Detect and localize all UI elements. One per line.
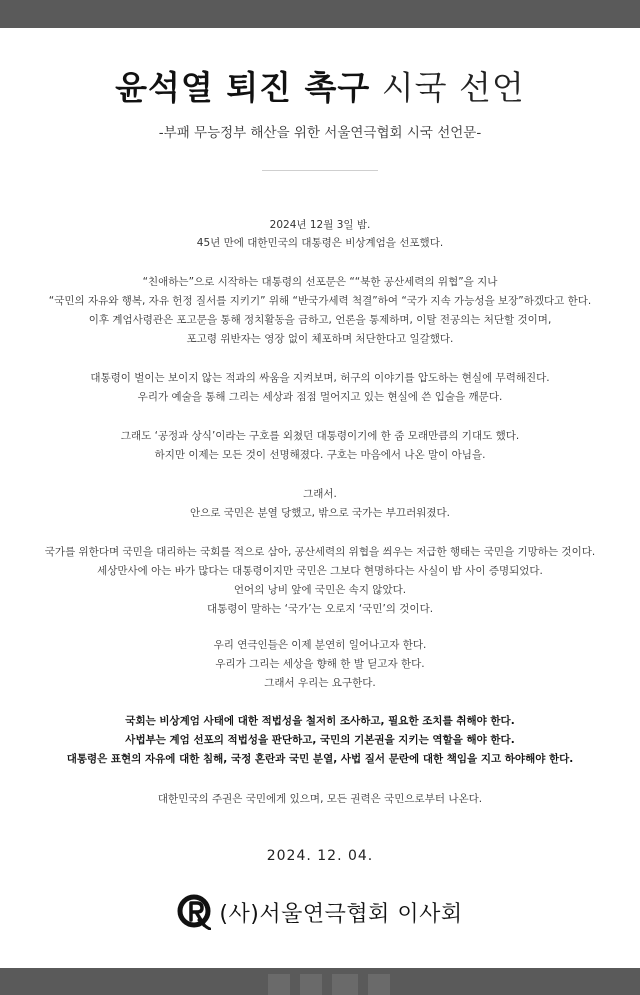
body-line: 세상만사에 아는 바가 많다는 대통령이지만 국민은 그보다 현명하다는 사실이 밤 사이 증명되었다. [97,565,543,577]
statement-subtitle: -부패 무능정부 해산을 위한 서울연극협회 시국 선언문- [158,125,482,141]
body-line: “친애하는”으로 시작하는 대통령의 선포문은 ““북한 공산세력의 위협”을 지나 [142,276,498,288]
body-line: 안으로 국민은 분열 당했고, 밖으로 국가는 부끄러워졌다. [190,507,450,519]
title-divider [262,170,378,171]
body-line: 우리 연극인들은 이제 분연히 일어나고자 한다. [213,639,427,651]
body-line: 이후 계엄사령관은 포고문을 통해 정치활동을 금하고, 언론을 통제하며, 이탈 전공의는 처단할 것이며, [88,314,552,326]
body-line: 언어의 낭비 앞에 국민은 속지 않았다. [233,584,407,596]
body-line: 대통령이 벌이는 보이지 않는 적과의 싸움을 지켜보며, 허구의 이야기를 압도하는 현실에 무력해진다. [90,372,550,384]
body-line: 우리가 예술을 통해 그리는 세상과 점점 멀어지고 있는 현실에 쓴 입술을 깨문다. [137,391,503,403]
body-line: 그래도 ‘공정과 상식’이라는 구호를 외쳤던 대통령이기에 한 줌 모래만큼의 기대도 했다. [120,430,520,442]
closing-line: 대한민국의 주권은 국민에게 있으며, 모든 권력은 국민으로부터 나온다. [157,793,483,805]
body-line: 2024년 12월 3일 밤. [269,219,371,231]
signature-text: (사)서울연극협회 이사회 [219,901,463,927]
body-line: 그래서. [303,488,337,500]
body-line: 국가를 위한다며 국민을 대리하는 국회를 적으로 삼아, 공산세력의 위협을 씌우는 저급한 행태는 국민을 기망하는 것이다. [44,546,596,558]
association-logo-icon [177,894,211,930]
statement-title [0,66,640,110]
body-line: 하지만 이제는 모든 것이 선명해졌다. 구호는 마음에서 나온 말이 아님을. [154,449,486,461]
title-bold-part: 윤석열 퇴진 촉구 [115,68,371,107]
body-line: 포고령 위반자는 영장 없이 체포하며 처단한다고 일갈했다. [186,333,454,345]
demand-line: 사법부는 계엄 선포의 적법성을 판단하고, 국민의 기본권을 지키는 역할을 해야 한다. [125,734,515,746]
body-line: “국민의 자유와 행복, 자유 헌정 질서를 지키기” 위해 “반국가세력 척결”하여 “국가 지속 가능성을 보장”하겠다고 한다. [48,295,592,307]
statement-sheet [0,28,640,968]
signature-block [0,894,640,930]
body-line: 그래서 우리는 요구한다. [264,677,376,689]
body-line: 우리가 그리는 세상을 향해 한 발 딛고자 한다. [215,658,425,670]
demand-line: 대통령은 표현의 자유에 대한 침해, 국정 혼란과 국민 분열, 사법 질서 문란에 대한 책임을 지고 하야해야 한다. [66,753,574,765]
watermark-logo-icon [260,968,410,995]
demand-line: 국회는 비상계엄 사태에 대한 적법성을 철저히 조사하고, 필요한 조치를 취해야 한다. [125,715,515,727]
body-line: 대통령이 말하는 ‘국가’는 오로지 ‘국민’의 것이다. [206,603,434,615]
body-line: 45년 만에 대한민국의 대통령은 비상계엄을 선포했다. [196,237,444,249]
title-light-part: 시국 선언 [381,68,525,107]
statement-date: 2024. 12. 04. [266,848,374,864]
